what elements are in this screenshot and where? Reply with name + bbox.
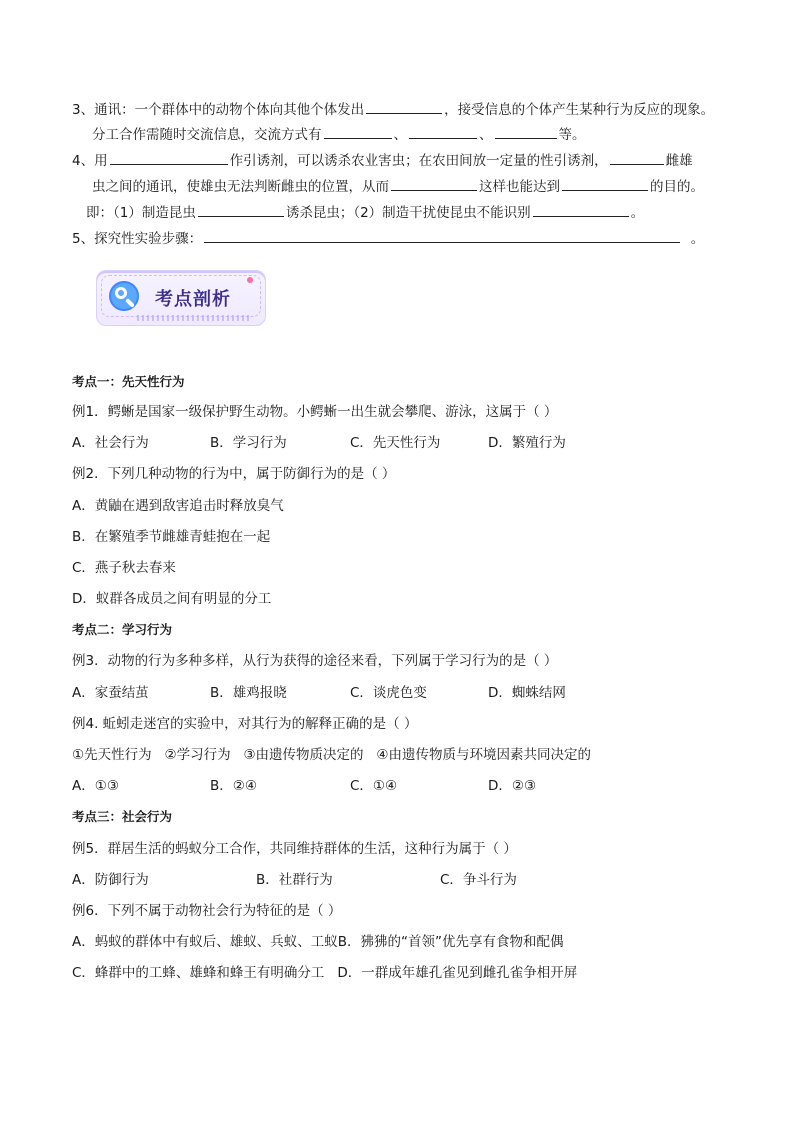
example-6-stem	[72, 901, 341, 921]
answer-blank[interactable]	[391, 176, 477, 191]
question-text: 探究性实验步骤：	[94, 231, 203, 247]
example-4-stem	[72, 714, 417, 734]
question-text: 。	[630, 205, 645, 221]
section-badge	[96, 270, 266, 326]
question-4-line3	[86, 202, 644, 223]
option-c[interactable]: C．燕子秋去春来	[72, 560, 176, 576]
question-text: 雌雄	[665, 153, 693, 169]
example-1-stem	[72, 402, 557, 422]
option-d[interactable]: D．一群成年雄孔雀见到雌孔雀争相开屏	[337, 965, 578, 981]
answer-blank[interactable]	[204, 228, 680, 243]
example-stem: 6．下列不属于动物社会行为特征的是（ ）	[85, 903, 342, 919]
answer-blank[interactable]	[366, 99, 442, 114]
answer-blank[interactable]	[110, 150, 228, 165]
option-a[interactable]: A．①③	[72, 778, 119, 794]
question-text: 作引诱剂，可以诱杀农业害虫；在农田间放一定量的性引诱剂，	[229, 153, 608, 169]
question-text: 虫之间的通讯，使雄虫无法判断雌虫的位置，从而	[92, 179, 389, 195]
example-3-stem	[72, 651, 557, 671]
example-label: 例	[72, 716, 86, 732]
example-stem: 2．下列几种动物的行为中，属于防御行为的是（ ）	[85, 466, 396, 482]
example-2-stem	[72, 464, 395, 484]
question-text: 即：（1）制造昆虫	[86, 205, 196, 221]
option-b[interactable]: B．雄鸡报晓	[210, 685, 287, 701]
question-number: 4、	[72, 153, 95, 169]
badge-decor-dot	[247, 277, 253, 283]
question-number: 5、	[72, 231, 95, 247]
example-stem: 1．鳄蜥是国家一级保护野生动物。小鳄蜥一出生就会攀爬、游泳，这属于（ ）	[85, 404, 558, 420]
separator: 、	[479, 127, 493, 143]
option-c[interactable]: C．蜂群中的工蜂、雄蜂和蜂王有明确分工	[72, 965, 325, 981]
example-label: 例	[72, 404, 86, 420]
badge-title: 考点剖析	[155, 289, 231, 310]
example-stem: 4. 蚯蚓走迷宫的实验中，对其行为的解释正确的是（ ）	[85, 716, 418, 732]
example-stem: 5．群居生活的蚂蚁分工合作，共同维持群体的生活，这种行为属于（ ）	[85, 841, 517, 857]
magnifier-icon	[109, 281, 139, 311]
option-b[interactable]: B．②④	[210, 778, 257, 794]
section-title-1: 考点一：先天性行为	[72, 374, 185, 389]
option-a[interactable]: A．家蚕结茧	[72, 685, 149, 701]
option-c[interactable]: C．先天性行为	[350, 435, 441, 451]
option-d[interactable]: D．②③	[488, 778, 537, 794]
question-text: 。	[690, 231, 705, 247]
question-text: ，接受信息的个体产生某种行为反应的现象。	[444, 102, 715, 118]
question-4-line1	[72, 150, 693, 171]
question-text: 通讯：一个群体中的动物个体向其他个体发出	[94, 102, 365, 118]
answer-blank[interactable]	[533, 202, 629, 217]
example-4-options	[72, 776, 536, 796]
option-a[interactable]: A．防御行为	[72, 872, 149, 888]
example-stem: 3．动物的行为多种多样，从行为获得的途径来看，下列属于学习行为的是（ ）	[85, 653, 558, 669]
example-label: 例	[72, 466, 86, 482]
question-text: 的目的。	[650, 179, 704, 195]
question-5-line	[72, 228, 704, 249]
question-text: 这样也能达到	[479, 179, 560, 195]
question-number: 3、	[72, 102, 95, 118]
section-title-3: 考点三：社会行为	[72, 809, 173, 824]
example-label: 例	[72, 653, 86, 669]
example-4-statements: ①先天性行为 ②学习行为 ③由遗传物质决定的 ④由遗传物质与环境因素共同决定的	[72, 747, 592, 763]
option-d[interactable]: D．繁殖行为	[488, 435, 566, 451]
answer-blank[interactable]	[495, 124, 557, 139]
question-text: 等。	[558, 127, 586, 143]
separator: 、	[393, 127, 407, 143]
answer-blank[interactable]	[409, 124, 477, 139]
example-5-stem	[72, 839, 517, 859]
option-d[interactable]: D．蜘蛛结网	[488, 685, 566, 701]
question-text: 分工合作需随时交流信息，交流方式有	[92, 127, 322, 143]
question-4-line2	[92, 176, 704, 197]
option-d[interactable]: D．蚁群各成员之间有明显的分工	[72, 591, 272, 607]
example-label: 例	[72, 841, 86, 857]
question-text: 用	[94, 153, 108, 169]
example-5-options	[72, 870, 517, 890]
option-a[interactable]: A．黄鼬在遇到敌害追击时释放臭气	[72, 498, 284, 514]
question-3-line2	[92, 124, 586, 145]
badge-stripes	[137, 315, 251, 321]
option-a[interactable]: A．社会行为	[72, 435, 149, 451]
example-label: 例	[72, 903, 86, 919]
answer-blank[interactable]	[198, 202, 284, 217]
example-6-options-ab[interactable]: A．蚂蚁的群体中有蚁后、雄蚁、兵蚁、工蚁B．狒狒的“首领”优先享有食物和配偶	[72, 934, 564, 950]
example-3-options	[72, 683, 566, 703]
answer-blank[interactable]	[610, 150, 664, 165]
question-text: 诱杀昆虫；（2）制造干扰使昆虫不能识别	[285, 205, 531, 221]
section-title-2: 考点二：学习行为	[72, 622, 173, 637]
option-b[interactable]: B．在繁殖季节雌雄青蛙抱在一起	[72, 529, 271, 545]
option-b[interactable]: B．学习行为	[210, 435, 287, 451]
option-c[interactable]: C．①④	[350, 778, 398, 794]
option-c[interactable]: C．争斗行为	[440, 872, 517, 888]
example-1-options	[72, 433, 566, 453]
answer-blank[interactable]	[324, 124, 392, 139]
question-3-line1	[72, 99, 714, 120]
option-b[interactable]: B．社群行为	[256, 872, 333, 888]
answer-blank[interactable]	[562, 176, 648, 191]
example-6-options-cd	[72, 963, 577, 983]
option-c[interactable]: C．谈虎色变	[350, 685, 427, 701]
